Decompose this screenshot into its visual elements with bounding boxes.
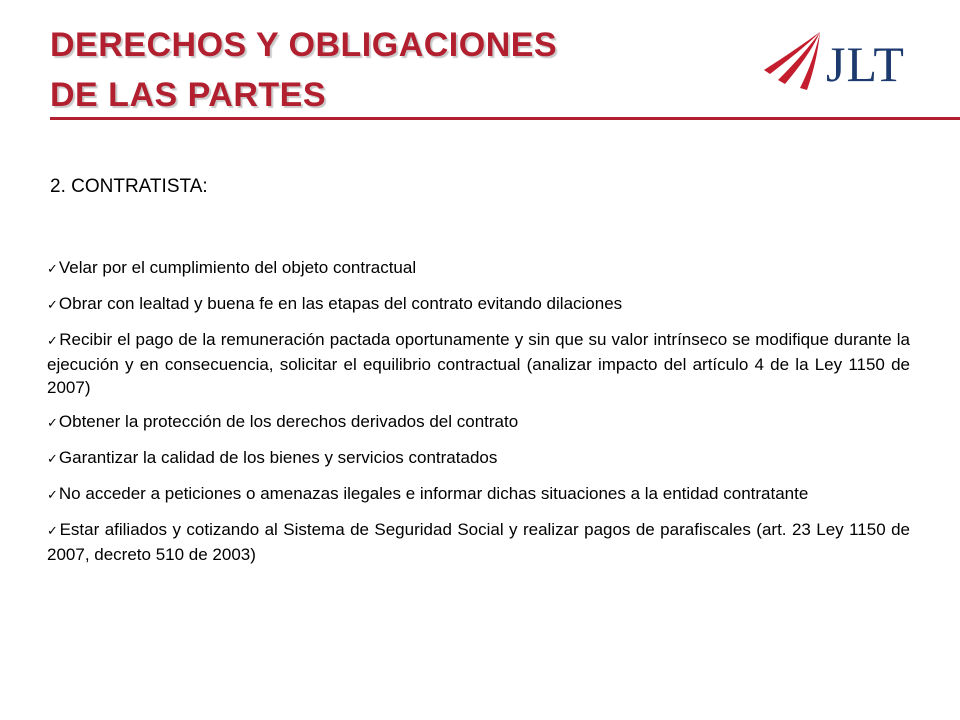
list-item <box>47 256 910 281</box>
list-item-text: Recibir el pago de la remuneración pactada oportunamente y sin que su valor intrínseco se modifique durante la ejecución y en consecuencia, solicitar el equilibrio contractual (analizar impacto del artículo 4 de la Ley 1150 de 2007) <box>47 330 910 397</box>
list-item-text: Obtener la protección de los derechos derivados del contrato <box>58 412 519 431</box>
list-item <box>47 292 910 317</box>
list-item-text: Garantizar la calidad de los bienes y servicios contratados <box>58 448 498 467</box>
jlt-logo <box>760 30 920 96</box>
checkmark-icon: ✓ <box>47 416 58 431</box>
slide-title-line-1: DERECHOS Y OBLIGACIONES <box>50 26 558 64</box>
checkmark-icon: ✓ <box>47 298 58 313</box>
list-item <box>47 482 910 507</box>
list-item <box>47 446 910 471</box>
checkmark-icon: ✓ <box>47 262 58 277</box>
list-item-text: Estar afiliados y cotizando al Sistema de Seguridad Social y realizar pagos de parafiscales (art. 23 Ley 1150 de 2007, decreto 510 de 2003) <box>47 520 910 564</box>
checkmark-icon: ✓ <box>47 524 59 539</box>
section-heading: 2. CONTRATISTA: <box>50 176 208 197</box>
logo-text: JLT <box>826 36 905 92</box>
list-item <box>47 410 910 435</box>
checkmark-icon: ✓ <box>47 452 58 467</box>
title-divider <box>50 117 960 120</box>
sail-logo-icon <box>760 30 824 92</box>
list-item <box>47 328 910 399</box>
checkmark-icon: ✓ <box>47 488 58 503</box>
list-item-text: Obrar con lealtad y buena fe en las etapas del contrato evitando dilaciones <box>58 294 623 313</box>
list-item-text: No acceder a peticiones o amenazas ilegales e informar dichas situaciones a la entidad contratante <box>58 484 809 503</box>
list-item-text: Velar por el cumplimiento del objeto contractual <box>58 258 417 277</box>
checkmark-icon: ✓ <box>47 334 59 349</box>
slide-title-line-2: DE LAS PARTES <box>50 76 327 114</box>
obligations-list <box>47 256 910 577</box>
list-item <box>47 518 910 566</box>
slide-title <box>50 20 557 120</box>
